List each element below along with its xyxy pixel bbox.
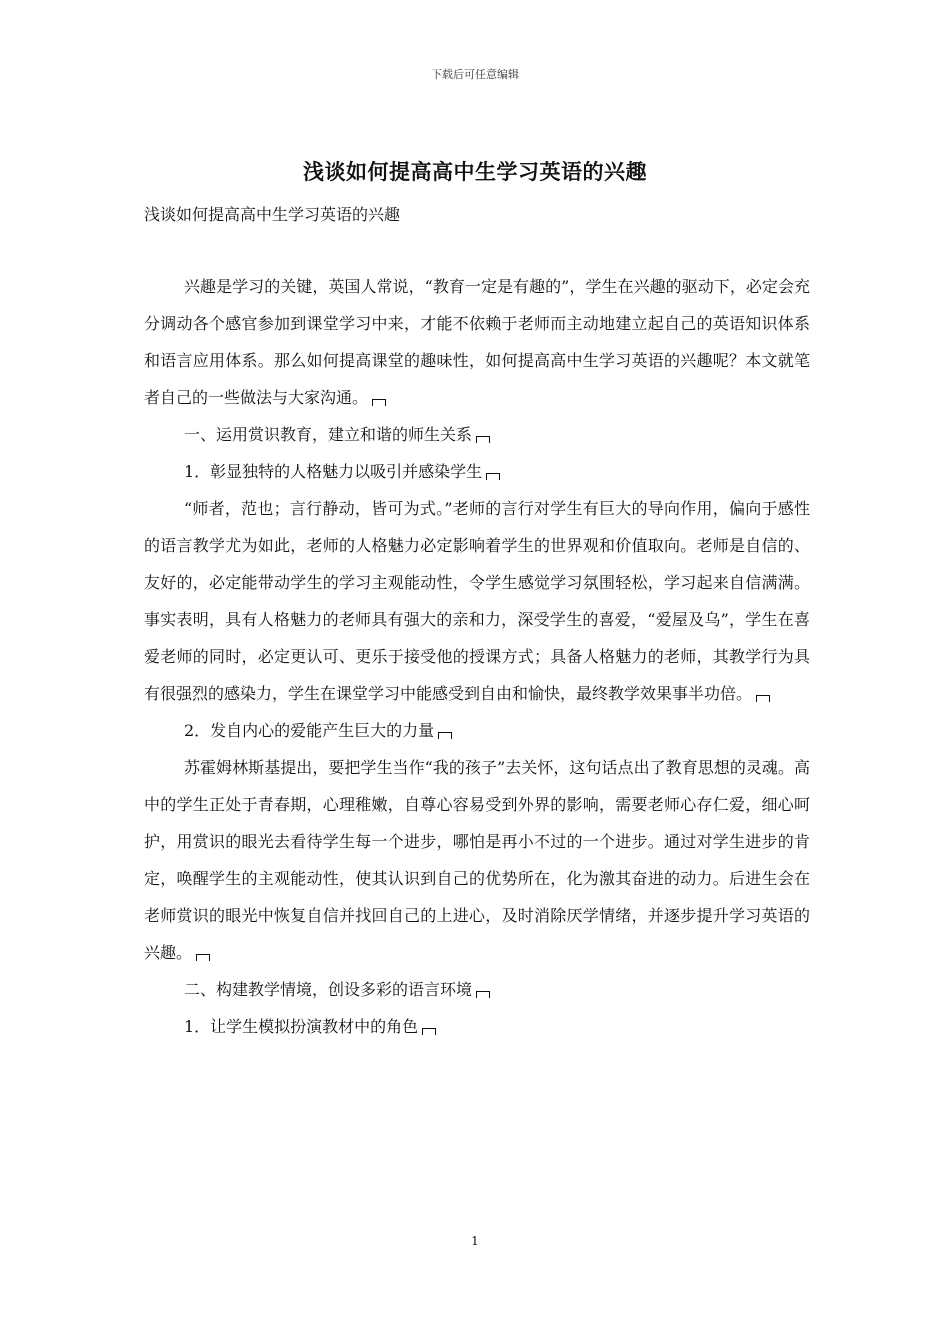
document-body bbox=[144, 268, 810, 1045]
paragraph-text: 1．让学生模拟扮演教材中的角色 bbox=[184, 1017, 419, 1036]
header-note: 下载后可任意编辑 bbox=[431, 68, 519, 81]
paragraph-text: 苏霍姆林斯基提出，要把学生当作“我的孩子”去关怀，这句话点出了教育思想的灵魂。高中的学生正处于青春期，心理稚嫩，自尊心容易受到外界的影响，需要老师心存仁爱，细心呵护，用赏识的眼光去看待学生每一个进步，哪怕是再小不过的一个进步。通过对学生进步的肯定，唤醒学生的主观能动性，使其认识到自己的优势所在，化为激其奋进的动力。后进生会在老师赏识的眼光中恢复自信并找回自己的上进心，及时消除厌学情绪，并逐步提升学习英语的兴趣。 bbox=[144, 758, 810, 962]
section-heading-2 bbox=[144, 971, 810, 1008]
paragraph-text: “师者，范也；言行静动，皆可为式。”老师的言行对学生有巨大的导向作用，偏向于感性的语言教学尤为如此，老师的人格魅力必定影响着学生的世界观和价值取向。老师是自信的、友好的，必定能带动学生的学习主观能动性，令学生感觉学习氛围轻松，学习起来自信满满。事实表明，具有人格魅力的老师具有强大的亲和力，深受学生的喜爱，“爱屋及乌”，学生在喜爱老师的同时，必定更认可、更乐于接受他的授课方式；具备人格魅力的老师，其教学行为具有很强烈的感染力，学生在课堂学习中能感受到自由和愉快，最终教学效果事半功倍。 bbox=[144, 499, 810, 703]
paragraph-mark-icon bbox=[196, 954, 210, 961]
section-heading-1 bbox=[144, 416, 810, 453]
paragraph-intro bbox=[144, 268, 810, 416]
paragraph-mark-icon bbox=[372, 399, 386, 406]
paragraph-text: 兴趣是学习的关键，英国人常说，“教育一定是有趣的”，学生在兴趣的驱动下，必定会充分调动各个感官参加到课堂学习中来，才能不依赖于老师而主动地建立起自己的英语知识体系和语言应用体系。那么如何提高课堂的趣味性，如何提高高中生学习英语的兴趣呢？本文就笔者自己的一些做法与大家沟通。 bbox=[144, 277, 810, 407]
subsection-heading-1-2 bbox=[144, 712, 810, 749]
paragraph-1-1 bbox=[144, 490, 810, 712]
paragraph-mark-icon bbox=[438, 732, 452, 739]
page-number: 1 bbox=[471, 1234, 479, 1248]
paragraph-mark-icon bbox=[476, 436, 490, 443]
paragraph-mark-icon bbox=[486, 473, 500, 480]
document-title: 浅谈如何提高高中生学习英语的兴趣 bbox=[303, 159, 647, 184]
paragraph-1-2 bbox=[144, 749, 810, 971]
document-subtitle: 浅谈如何提高高中生学习英语的兴趣 bbox=[144, 205, 401, 224]
paragraph-text: 2．发自内心的爱能产生巨大的力量 bbox=[184, 721, 435, 740]
paragraph-text: 1．彰显独特的人格魅力以吸引并感染学生 bbox=[184, 462, 483, 481]
paragraph-mark-icon bbox=[756, 695, 770, 702]
paragraph-text: 一、运用赏识教育，建立和谐的师生关系 bbox=[184, 425, 473, 444]
subsection-heading-1-1 bbox=[144, 453, 810, 490]
paragraph-text: 二、构建教学情境，创设多彩的语言环境 bbox=[184, 980, 473, 999]
paragraph-mark-icon bbox=[422, 1028, 436, 1035]
paragraph-mark-icon bbox=[476, 991, 490, 998]
subsection-heading-2-1 bbox=[144, 1008, 810, 1045]
